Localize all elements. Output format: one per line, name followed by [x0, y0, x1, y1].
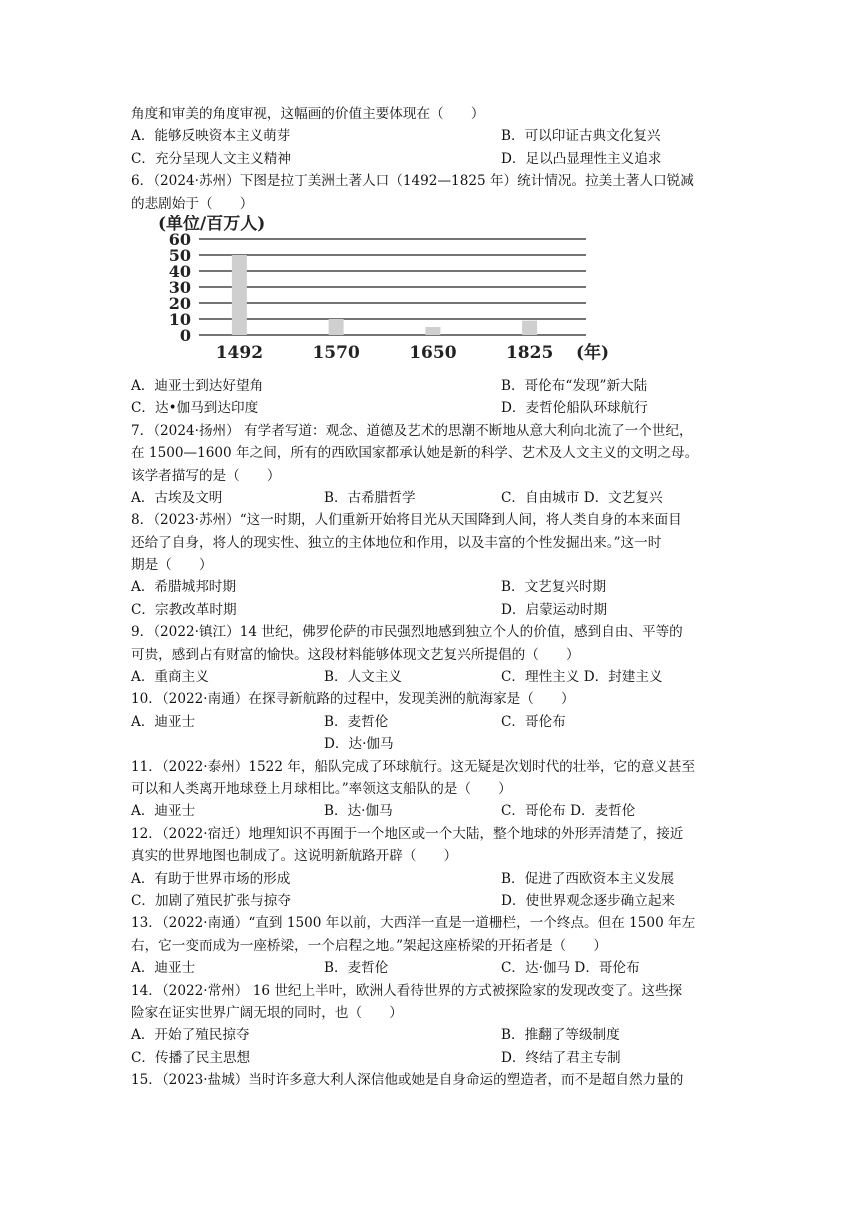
q8-options-row1 [131, 576, 731, 598]
q6-options-row1 [131, 375, 731, 397]
q9-option-a[interactable]: A．重商主义 [131, 669, 209, 686]
x-tick-label-1825: 1825 [505, 342, 554, 363]
x-tick-label-1570: 1570 [312, 342, 360, 363]
q12-option-b[interactable]: B．促进了西欧资本主义发展 [501, 870, 675, 887]
x-tick-label-1492: 1492 [215, 342, 264, 363]
q13-option-b[interactable]: B．麦哲伦 [324, 960, 389, 977]
y-tick-label-40: 40 [168, 261, 191, 281]
q5-option-d[interactable]: D．足以凸显理性主义追求 [501, 150, 662, 167]
q13-option-cd[interactable]: C．达·伽马 D．哥伦布 [501, 960, 640, 977]
y-tick-label-10: 10 [168, 309, 191, 329]
x-tick-label-1650: 1650 [409, 342, 457, 363]
y-tick-label-30: 30 [168, 277, 191, 297]
population-chart-svg [131, 215, 731, 375]
q10-option-b[interactable]: B．麦哲伦 [324, 713, 389, 730]
q5-stem: 角度和审美的角度审视，这幅画的价值主要体现在（ ） [131, 106, 485, 122]
chart-title: (单位/百万人) [158, 214, 266, 234]
bar-1492 [232, 255, 247, 335]
q7-option-b[interactable]: B．古希腊哲学 [324, 489, 416, 506]
y-tick-label-20: 20 [168, 293, 191, 313]
y-tick-label-50: 50 [168, 245, 191, 265]
q5-option-b[interactable]: B．可以印证古典文化复兴 [501, 128, 661, 145]
q10-options-row1 [131, 711, 731, 733]
q14-option-c[interactable]: C．传播了民主思想 [131, 1049, 251, 1066]
q10-stem: 10．（2022·南通）在探寻新航路的过程中，发现美洲的航海家是（ ） [131, 691, 575, 708]
q12-stem-line1: 12．（2022·宿迁）地理知识不再囿于一个地区或一个大陆，整个地球的外形弄清楚了，接近 [131, 825, 684, 842]
q5-option-a[interactable]: A．能够反映资本主义萌芽 [131, 128, 291, 145]
q9-stem-line2: 可贵，感到占有财富的愉快。这段材料能够体现文艺复兴所提倡的（ ） [131, 646, 580, 663]
q8-option-a[interactable]: A．希腊城邦时期 [131, 579, 236, 596]
q14-option-a[interactable]: A．开始了殖民掠夺 [131, 1027, 250, 1044]
q14-option-b[interactable]: B．推翻了等级制度 [501, 1027, 620, 1044]
q11-option-cd[interactable]: C．哥伦布 D．麦哲伦 [501, 803, 636, 820]
population-chart [131, 215, 731, 375]
q13-options [131, 957, 731, 979]
q9-options [131, 666, 731, 688]
q6-options-row2 [131, 397, 731, 419]
y-tick-label-60: 60 [168, 229, 191, 249]
q10-option-a[interactable]: A．迪亚士 [131, 713, 196, 730]
q12-option-d[interactable]: D．使世界观念逐步确立起来 [501, 892, 676, 909]
q6-stem-line1: 6．（2024·苏州）下图是拉丁美洲土著人口（1492—1825 年）统计情况。拉美土著人口锐减 [131, 173, 694, 190]
q11-stem-line2: 可以和人类离开地球登上月球相比。”率领这支船队的是（ ） [131, 780, 512, 797]
q9-stem-line1: 9．（2022·镇江）14 世纪，佛罗伦萨的市民强烈地感到独立个人的价值，感到自由、平等的 [131, 624, 683, 641]
q7-options [131, 487, 731, 509]
q7-stem-line2: 在 1500—1600 年之间，所有的西欧国家都承认她是新的科学、艺术及人文主义的文明之母。 [131, 445, 699, 462]
q12-options-row1 [131, 868, 731, 890]
q13-option-a[interactable]: A．迪亚士 [131, 960, 196, 977]
x-axis-label: (年) [576, 342, 610, 363]
q14-stem-line2: 险家在证实世界广阔无垠的同时，也（ ） [131, 1004, 403, 1021]
q10-options-row2 [131, 733, 731, 755]
q6-stem-line2: 的悲剧始于（ ） [131, 195, 254, 212]
q5-options-row1 [131, 125, 731, 147]
q7-stem-line3: 该学者描写的是（ ） [131, 467, 281, 484]
q6-option-d[interactable]: D．麦哲伦船队环球航行 [501, 400, 648, 417]
q12-option-a[interactable]: A．有助于世界市场的形成 [131, 870, 291, 887]
q5-options-row2 [131, 148, 731, 170]
q12-option-c[interactable]: C．加剧了殖民扩张与掠夺 [131, 892, 291, 909]
y-tick-label-0: 0 [179, 325, 191, 345]
q10-option-c[interactable]: C．哥伦布 [501, 713, 566, 730]
q6-option-b[interactable]: B．哥伦布“发现”新大陆 [501, 377, 648, 394]
q7-stem-line1: 7．（2024·扬州） 有学者写道：观念、道德及艺术的思潮不断地从意大利向北流了一个世纪， [131, 422, 693, 439]
q8-option-b[interactable]: B．文艺复兴时期 [501, 579, 607, 596]
q13-stem-line2: 右，它一变而成为一座桥梁，一个启程之地。”架起这座桥梁的开拓者是（ ） [131, 937, 607, 954]
q12-stem-line2: 真实的世界地图也制成了。这说明新航路开辟（ ） [131, 848, 458, 865]
q5-option-c[interactable]: C．充分呈现人文主义精神 [131, 150, 291, 167]
question-list [131, 103, 731, 1091]
q7-option-cd[interactable]: C．自由城市 D．文艺复兴 [501, 489, 663, 506]
q13-stem-line1: 13．（2022·南通）“直到 1500 年以前，大西洋一直是一道栅栏，一个终点。但在 1500 年左 [131, 915, 696, 932]
q8-option-d[interactable]: D．启蒙运动时期 [501, 601, 608, 618]
q15-stem-line1: 15．（2023·盐城）当时许多意大利人深信他或她是自身命运的塑造者，而不是超自然力量的 [131, 1072, 684, 1089]
q14-options-row2 [131, 1047, 731, 1069]
q7-option-a[interactable]: A．古埃及文明 [131, 489, 223, 506]
q10-option-d[interactable]: D．达·伽马 [324, 736, 394, 753]
q11-option-a[interactable]: A．迪亚士 [131, 803, 196, 820]
q9-option-b[interactable]: B．人文主义 [324, 669, 402, 686]
q8-options-row2 [131, 599, 731, 621]
q8-option-c[interactable]: C．宗教改革时期 [131, 601, 237, 618]
q8-stem-line1: 8．（2023·苏州）“这一时期，人们重新开始将目光从天国降到人间，将人类自身的本来面目 [131, 512, 682, 529]
q11-option-b[interactable]: B．达·伽马 [324, 803, 393, 820]
q14-option-d[interactable]: D．终结了君主专制 [501, 1049, 621, 1066]
bar-1825 [522, 321, 537, 335]
q14-stem-line1: 14．（2022·常州） 16 世纪上半叶，欧洲人看待世界的方式被探险家的发现改变了。这些探 [131, 982, 683, 999]
q8-stem-line3: 期是（ ） [131, 557, 213, 574]
q11-stem-line1: 11．（2022·泰州）1522 年，船队完成了环球航行。这无疑是次划时代的壮举，它的意义甚至 [131, 758, 696, 775]
bar-1570 [329, 319, 344, 335]
q6-option-a[interactable]: A．迪亚士到达好望角 [131, 377, 264, 394]
q9-option-cd[interactable]: C．理性主义 D．封建主义 [501, 669, 663, 686]
q8-stem-line2: 还给了自身，将人的现实性、独立的主体地位和作用，以及丰富的个性发掘出来。”这一时 [131, 534, 662, 551]
q6-option-c[interactable]: C．达•伽马到达印度 [131, 400, 259, 417]
q11-options [131, 800, 731, 822]
q14-options-row1 [131, 1024, 731, 1046]
q12-options-row2 [131, 890, 731, 912]
bar-1650 [425, 327, 440, 335]
